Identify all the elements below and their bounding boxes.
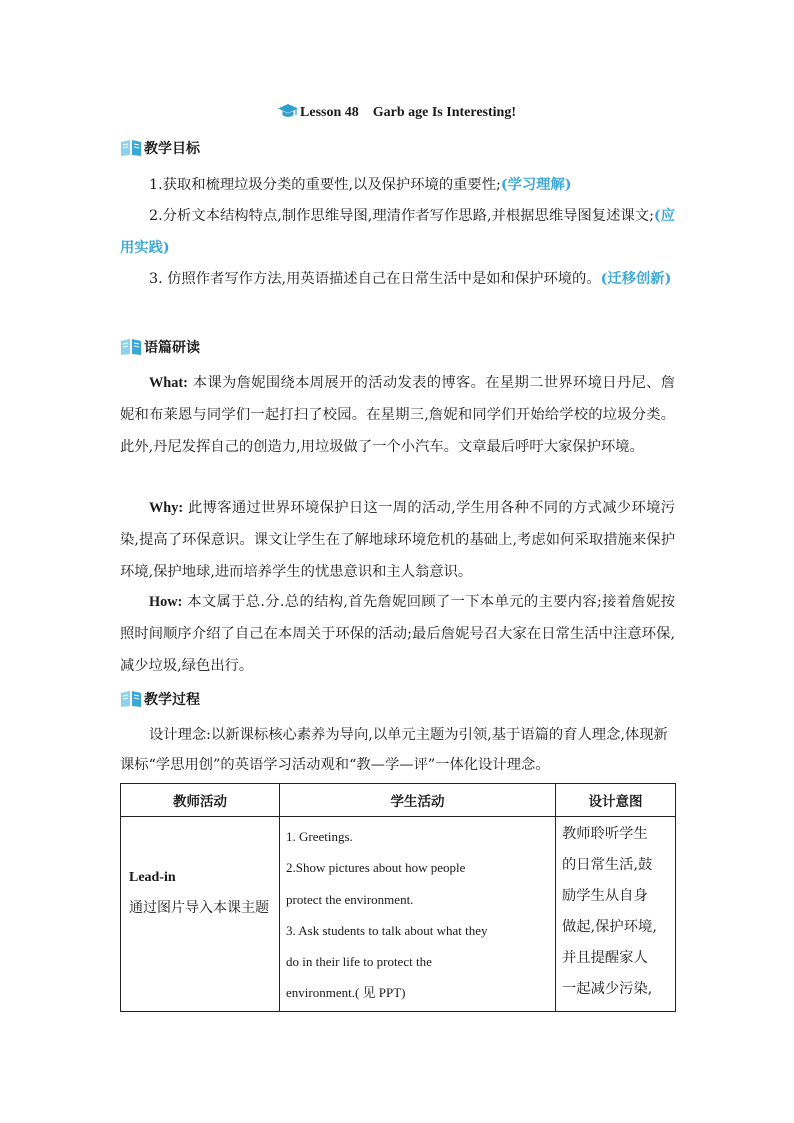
design-intent-cell [556,817,676,1012]
how-label: How: [149,594,183,610]
intent-line: 一起减少污染, [562,981,653,997]
why-label: Why: [149,500,184,516]
why-paragraph: Why: 此博客通过世界环境保护日这一周的活动,学生用各种不同的方式减少环境污染,提高了环保意识。课文让学生在了解地球环境危机的基础上,考虑如何采取措施来保护环境,保护地球,进而培养学生的忧患意识和主人翁意识。 [120,500,675,580]
section-heading-process [120,688,200,710]
goal-tag: (学习理解) [500,177,572,193]
goal-item-2: 2.分析文本结构特点,制作思维导图,理清作者写作思路,并根据思维导图复述课文;(应用实践) [120,208,675,256]
intent-line: 做起,保护环境, [562,919,657,935]
what-label: What: [149,375,188,391]
goal-item-1: 1.获取和梳理垃圾分类的重要性,以及保护环境的重要性;(学习理解) [149,177,572,193]
student-line: do in their life to protect the [286,954,432,970]
intent-line: 教师聆听学生 [562,826,648,842]
header-intent: 设计意图 [556,784,676,817]
graduation-cap-icon [278,103,298,119]
what-paragraph: What: 本课为詹妮围绕本周展开的活动发表的博客。在星期二世界环境日丹尼、詹妮和布莱恩与同学们一起打扫了校园。在星期三,詹妮和同学们开始给学校的垃圾分类。此外,丹尼发挥自己的创造力,用垃圾做了一个小汽车。文章最后呼吁大家保护环境。 [120,375,675,455]
goal-tag: (迁移创新) [600,271,672,287]
student-line: protect the environment. [286,891,414,907]
table-header-row [121,784,676,817]
lesson-title [0,102,794,124]
student-line: 1. Greetings. [286,829,353,844]
teacher-activity-cell [121,817,280,1012]
section-heading-reading [120,336,200,358]
lead-in-label: Lead-in [129,870,176,885]
goal-item-3: 3. 仿照作者写作方法,用英语描述自己在日常生活中是如和保护环境的。(迁移创新) [149,271,672,287]
table-row [121,817,676,1012]
lesson-table [120,783,676,1012]
book-icon [120,689,142,709]
goal-tag: (应用实践) [120,208,675,256]
intent-line: 的日常生活,鼓 [562,857,653,873]
lesson-number: Lesson 48 [300,105,359,120]
student-line: 3. Ask students to talk about what they [286,922,488,938]
teacher-activity-text: 通过图片导入本课主题 [129,900,269,916]
book-icon [120,337,142,357]
design-concept: 设计理念:以新课标核心素养为导向,以单元主题为引领,基于语篇的育人理念,体现新课标“学思用创”的英语学习活动观和“教—学—评”一体化设计理念。 [120,727,668,773]
section-title: 语篇研读 [144,340,200,356]
student-line: environment.( 见 PPT) [286,985,406,1001]
section-heading-goals [120,137,200,159]
lesson-name: Garb age Is Interesting! [372,105,516,120]
book-icon [120,138,142,158]
section-title: 教学目标 [144,141,200,157]
intent-line: 并且提醒家人 [562,950,648,966]
how-paragraph: How: 本文属于总.分.总的结构,首先詹妮回顾了一下本单元的主要内容;接着詹妮按照时间顺序介绍了自己在本周关于环保的活动;最后詹妮号召大家在日常生活中注意环保,减少垃圾,绿色出行。 [120,594,675,674]
header-teacher: 教师活动 [121,784,280,817]
intent-line: 励学生从自身 [562,888,648,904]
student-activity-cell [280,817,556,1012]
student-line: 2.Show pictures about how people [286,860,466,876]
header-student: 学生活动 [280,784,556,817]
section-title: 教学过程 [144,692,200,708]
